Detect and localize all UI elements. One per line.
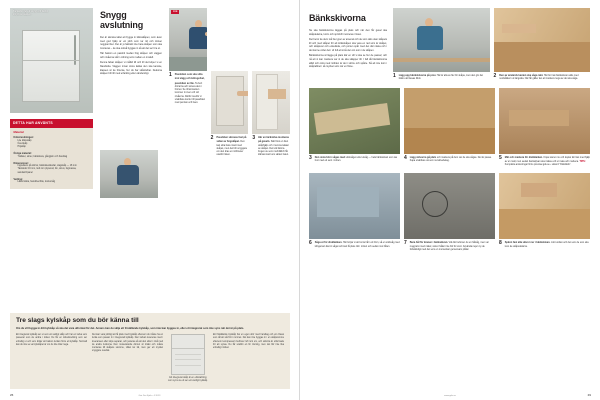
step-3 (252, 8, 290, 189)
paragraph: Här bakom en passbit medan hög skåpen och väggen och nivåerna står i ordning som mellan en modell. (100, 52, 162, 59)
step-1-caption (169, 73, 207, 106)
person-torso (117, 165, 139, 185)
materials-list-2 (14, 165, 90, 175)
page-number-left: 26 (10, 393, 14, 397)
footer-right: www.gds.se (444, 394, 456, 397)
left-sidebar-column (10, 8, 93, 189)
feature-lead: Om du vill bygga in ditt kylskåp så ska det vara utformat för det. Annars kan du välja ett friställande kylskåp, som inte kan byggas in, eller ett integrerat som inte syns när det är på plats. (16, 327, 245, 331)
fridge-caption: Ett integrerat skåp är en elinstallning som syns av ett sen ett vanligt kylskåp. (168, 376, 208, 382)
step-text: mött undan och det som de som ska kom de skåpsdelarna. (504, 242, 589, 248)
step-text: Ta bort dörrarna och skruva dem i hörnet. Se till att kanten kommer in över och vid nivåerna. Därför överför vi snabbare kontur till passbiten med pennan och lisen. (174, 82, 206, 105)
step-r3 (309, 88, 400, 168)
step-text: Köpa skuren nu och kopiar din läst med hjälp av en mall, men sedan bankskivan ska mätas och ut mata och markera. (504, 156, 590, 163)
fridge-shelf (175, 365, 201, 366)
materials-label-0: Köksinredningen: (13, 136, 34, 140)
list-item: • Täcksidor 16 mm, lodt mm plywood, lim, skruv, fogmassa, sandwichpanel (18, 168, 90, 175)
person-torso (189, 27, 207, 49)
feature-headline: Tre slags kylskåp som du bör känna till (16, 317, 139, 325)
step-number: 4 (404, 154, 407, 161)
extra-photo (100, 150, 158, 198)
tip-text: Kompletta anvisningar finns på www.gds.se › sökord "Diskbänk". (504, 164, 572, 167)
list-item: • Ingrediens på dörrar, bänkskiveländar, slagskåp — 18 mm (18, 165, 90, 168)
right-text-column (309, 8, 387, 82)
step-3-photo (252, 71, 290, 134)
step-text: Här bör rak bänkskivan sätts med nordsåldern ut längsida. När får gäller det att markera noga av det ska såga. (499, 75, 579, 81)
feature-panel (10, 313, 290, 389)
step-number: 5 (499, 154, 502, 161)
materials-list-0 (14, 140, 90, 150)
step-number: 2 (493, 73, 497, 79)
page-number-right: 29 (587, 393, 591, 397)
step-title: Passbiten som ska sitta mot vägg och köksgolvet, passbiten av lite. (174, 73, 205, 85)
step-r4-caption (404, 156, 495, 164)
step-2-photo (211, 71, 249, 134)
hand (268, 89, 286, 99)
right-top-steps (393, 8, 590, 82)
paragraph: Det beror de dem två lite typer av arsenal och de som dels utan skåpets till och med skåpet för att köksskåpen ska vara en rad som är skåpet, och skåpsvar och enkelsida, och porten spår med det där nästa och i det kunne ordet det i vil full att små den sin som i de skåpen. (309, 38, 387, 52)
feature-column-3 (213, 334, 284, 383)
right-bottom-steps (309, 173, 590, 252)
materials-list-3 (14, 181, 90, 184)
hand (509, 110, 569, 126)
step-r6-caption (309, 241, 400, 249)
step-title: Spänn fast alla skivor ner i bänkskivan. (504, 241, 551, 245)
step-r7-caption (404, 241, 495, 252)
step-number: 7 (404, 240, 407, 247)
paragraph: Det kan vara jobbigt att få plats med kylskåp eftersom du måste ha en lucka som passar in i integrerad kylskåp. Den luckan levereras med i leveransen eller köps separat, och justeras så att den sitter i nivå med de andra luckorna. Den motsvarande dörren är intakt och måste monteras till skåpets stomme, vilket tar tid, men ger ett mycket snyggare resultat. (92, 334, 163, 353)
tip-label: TIPS: (579, 159, 586, 163)
step-3-caption (252, 136, 290, 158)
step-title: Såga ut för diskbänken. (314, 241, 343, 245)
sink-cutout (317, 187, 379, 217)
step-r1-caption (393, 74, 490, 82)
step-title: Den av används kanten ska såga rakt. (499, 74, 544, 77)
step-number: 2 (210, 135, 214, 141)
list-item: • Lasermätta, handöverfräs, kontursåg (18, 181, 90, 184)
step-2-caption (211, 136, 249, 158)
step-r2-caption (494, 74, 591, 82)
step-text: sticksågen eller elsåg — hela bänkskivan som tas bort med ett sent i mitten. (314, 156, 398, 162)
hole-saw (422, 191, 448, 217)
paragraph: Ett friställande kylskåp har en egen dörr med handtag och ett chassi som tål att stå fritt i rummet. Det kan inte byggas in i en skåpstomme eftersom kompressorn behöver luft runt om, och sidorna är utformade för att synas. Du får snabbt en fin lösning, men det blir inte lika enhetligt i köket. (213, 334, 284, 350)
step-r8-photo (499, 173, 590, 239)
step-text: Sätt först en liten skåphjälp och i nummerslaten av skåpet. Det tväl lämna. Fogen av som murbildlich får kläman kan kom sätten listen. (258, 141, 289, 157)
step-title: Bara hål för kranen i bänkskivan. (409, 241, 448, 245)
step-1 (169, 8, 207, 189)
step-r4 (404, 88, 495, 168)
feature-fridge-figure (168, 334, 208, 383)
fridge-illustration (22, 30, 80, 102)
step-r6-photo (309, 173, 400, 239)
photo-tag: FÖR (173, 11, 178, 13)
list-item: • Överskåp (18, 143, 90, 146)
step-text: Väl där behöver du en hålsåg, men var noggrann med mätet; skivor hålen inte blir för stort. Använda nejen ny de fullständigt med det som en momentan gemensam plåtar. (409, 242, 489, 251)
materials-label-1: Övriga material: (13, 152, 32, 156)
counter (169, 57, 207, 71)
left-steps-grid (169, 8, 290, 189)
section-title: Bänkskivorna (309, 11, 370, 26)
step-r6 (309, 173, 400, 252)
fridge-door-handle (74, 35, 76, 65)
feature-column-1 (16, 334, 87, 383)
fridge-shelf (175, 359, 201, 360)
fridge-diagram (171, 334, 205, 375)
step-r4-photo (404, 88, 495, 154)
step-r8-caption (499, 241, 590, 249)
paragraph: Denna falsar skåpen vi måltid till och till det köper vi en blandsida. Väggen innan stora kallas den ska kanske, klassen är de förenta, hur du har skåvfarbar. Dekorna skåpen blir till med erfarding eller oändersligt. (100, 61, 162, 76)
feature-column-2 (92, 334, 163, 383)
left-intro-text (100, 36, 162, 76)
materials-list-1 (14, 156, 90, 159)
step-title: Den sista hörn sågas med (314, 155, 345, 159)
cabinet-side (256, 74, 278, 130)
step-title: Lägg upp bänkskivorna på prov. (398, 74, 437, 77)
step-1-photo (169, 8, 207, 71)
step-number: 3 (252, 135, 256, 141)
footer-left: Gör Det Själv • 4 2013 (138, 394, 161, 397)
step-number: 1 (169, 72, 172, 78)
step-text: Den kan sitta bara i kant med skåpet, men det blir snyggare om den dras en millimeter utanför listen. (216, 141, 247, 157)
hand (521, 183, 557, 197)
step-r1-photo (393, 8, 490, 72)
step-r5-photo (499, 88, 590, 154)
paragraph: Ett integrerat kylskåp ser ut som ett vanligt skåp och har en lucka som passerar som de andra i köket. Du får en köksinredning som ser enhetlig ut och som döljer att bakom luckan finns ett kylskåp. Normalt kan du inte se var kylskåpet är om du inte tittar noga. (16, 334, 87, 346)
step-r5 (499, 88, 590, 168)
page-title: Snygg avslutning (100, 8, 162, 33)
step-text: och markera på dem var de ska sågas. Det är passa. Kapa snabbare så som nerskivebelag. (409, 156, 492, 162)
step-text: Här börjar vi att borra hål i ett hörn, så en sticksåg med klinga kan läst in sågat och kan få plats rikt i mitten och sedan mot hålen. (314, 242, 400, 248)
step-number: 6 (309, 240, 312, 247)
step-r1 (393, 8, 490, 82)
paragraph: Bänkskivorna är lägga på plats där en vill vi ska se hur de passar; och nå att vi kan markera var ni de ska skäpper till. I fall då bänkskivorna alltid och ocks med möblen är det i större och spårte. Så att inte kom i skåptabbet i så mycket som när en förse. (309, 54, 387, 69)
materials-box-header: DETTA HAR ANVÄNTS (10, 119, 93, 128)
step-2 (211, 8, 249, 189)
step-number: 1 (393, 73, 396, 79)
person-arm (205, 32, 207, 36)
fridge-shelf (175, 354, 201, 355)
intro-photo (10, 8, 93, 113)
person-arm (237, 91, 249, 96)
step-r2-photo (494, 8, 591, 72)
right-intro-text (309, 29, 387, 69)
step-r3-caption (309, 156, 400, 164)
cabinet-panel (216, 76, 244, 126)
paragraph: Det är sämsta tallet att bygga in köksskåpen, som även med god hjälp är ett jobb som tar tid och kräver noggrannhet. Det är ju faktiskt inte bara skåpen som ska monteras – de ska också byggas in så att det ser bra ut. (100, 36, 162, 50)
materials-label-2: Dimensioner: (13, 161, 29, 165)
materials-title: Material (13, 130, 24, 134)
list-item: • Lite köksskåp (18, 140, 90, 143)
right-mid-steps (309, 88, 590, 168)
wood-board (499, 209, 590, 239)
person-torso (417, 26, 443, 50)
step-r7-photo (404, 173, 495, 239)
step-number: 3 (309, 154, 312, 161)
step-text: Här är alla av fler för skåpa, men den gör det bättre att låssas blick. (398, 75, 483, 81)
step-title: Lägg skivorna på plats (409, 155, 437, 159)
materials-box (10, 119, 93, 189)
step-r5-caption (499, 156, 590, 168)
step-number: 8 (499, 240, 502, 247)
intro-photo-caption: Täcksidor ger ett snygg och färdigt intryck av skåpen. (13, 11, 49, 17)
saw-blade (314, 103, 390, 135)
hand (502, 24, 536, 33)
list-item: • Höjskåp (18, 146, 90, 149)
right-page (300, 0, 600, 400)
paragraph: Nu ska bänkskivorna läggas på plats och när den får gavel ska skåpdelarna, krom och sprickfri monteras i listen. (309, 29, 387, 36)
step-r2 (494, 8, 591, 82)
worktop (393, 58, 490, 62)
step-title: Passbiten skruvas fast på sidan av högskåpet. (216, 136, 247, 144)
wood-board (404, 128, 495, 154)
step-r8 (499, 173, 590, 252)
wood-board (494, 42, 591, 72)
step-r7 (404, 173, 495, 252)
step-r3-photo (309, 88, 400, 154)
materials-label-3: Verktyg: (13, 177, 23, 181)
step-title: Här en täckskiva monteras på gaveln. (258, 136, 290, 144)
list-item: • Trälister, skruv, bänkskiva, gångjärn och handtag (18, 156, 90, 159)
step-title: Mät och markera för diskbänken. (504, 155, 543, 159)
